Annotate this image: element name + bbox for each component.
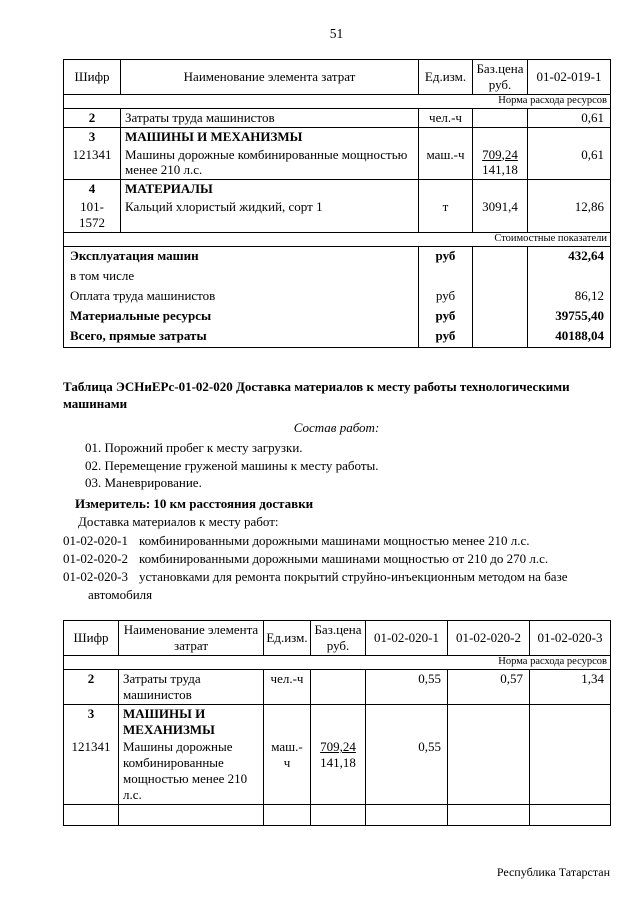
row-unit: т [419, 198, 473, 232]
row-code: 2 [64, 669, 119, 704]
cost-unit: руб [419, 246, 473, 267]
row-price [473, 146, 528, 180]
cell-empty [448, 704, 530, 738]
cost-name: Всего, прямые затраты [64, 327, 419, 348]
row-value: 0,61 [528, 146, 611, 180]
row-code: 121341 [64, 738, 119, 804]
code: 01-02-020-1 [63, 533, 128, 549]
delivery-intro: Доставка материалов к месту работ: [78, 514, 279, 530]
table-row-machine [64, 738, 611, 804]
cost-section-label: Стоимостные показатели [64, 232, 611, 246]
row-code: 121341 [64, 146, 121, 180]
table1-header-price: Баз.цена руб. [473, 60, 528, 95]
row-value: 0,61 [528, 108, 611, 127]
row-value-1: 0,55 [366, 738, 448, 804]
cost-value [528, 267, 611, 287]
table-row-labor [64, 669, 611, 704]
cost-value: 40188,04 [528, 327, 611, 348]
cell-empty [473, 127, 528, 145]
cell-empty [530, 804, 611, 825]
cell-empty [528, 127, 611, 145]
table2-header-row [64, 621, 611, 656]
table2-title: Таблица ЭСНиЕРс-01-02-020 Доставка материалов к месту работы технологическими машинами [63, 378, 570, 412]
norma-section-label: Норма расхода ресурсов [64, 655, 611, 669]
table-01-02-020 [63, 620, 611, 826]
table2-header-shifr: Шифр [64, 621, 119, 656]
table-row-empty [64, 804, 611, 825]
row-name: Затраты труда машинистов [119, 669, 264, 704]
row-value-3: 1,34 [530, 669, 611, 704]
table2-norma-row [64, 655, 611, 669]
cell-empty [419, 127, 473, 145]
code-line [63, 532, 610, 550]
price-upper: 709,24 [482, 146, 518, 162]
cell-empty [473, 327, 528, 348]
row-price: 3091,4 [473, 198, 528, 232]
cost-value: 432,64 [528, 246, 611, 267]
table1-header-code: 01-02-019-1 [528, 60, 611, 95]
group-name: МАШИНЫ И МЕХАНИЗМЫ [119, 704, 264, 738]
cell-empty [473, 287, 528, 307]
cost-unit [419, 267, 473, 287]
page-number: 51 [329, 26, 344, 41]
work-item: 01. Порожний пробег к месту загрузки. [85, 440, 303, 456]
cell-empty [473, 307, 528, 327]
cell-empty [419, 180, 473, 198]
cell-empty [311, 804, 366, 825]
group-code: 3 [64, 127, 121, 145]
row-name: Машины дорожные комбинированные мощностью менее 210 л.с. [119, 738, 264, 804]
row-value-3 [530, 738, 611, 804]
cost-row [64, 287, 611, 307]
cell-empty [311, 704, 366, 738]
code-line [63, 550, 610, 568]
code-line [63, 568, 610, 604]
table1-norma-row [64, 94, 611, 108]
cost-row [64, 246, 611, 267]
row-value: 12,86 [528, 198, 611, 232]
table1-header-unit: Ед.изм. [419, 60, 473, 95]
cost-unit: руб [419, 287, 473, 307]
code: 01-02-020-3 [63, 569, 128, 585]
work-item: 02. Перемещение груженой машины к месту работы. [85, 457, 379, 473]
table2-header-code-3: 01-02-020-3 [530, 621, 611, 656]
group-code: 4 [64, 180, 121, 198]
cell-empty [473, 180, 528, 198]
cell-empty [366, 704, 448, 738]
row-code: 101-1572 [64, 198, 121, 232]
table-01-02-019 [63, 59, 611, 348]
cost-name: Эксплуатация машин [64, 246, 419, 267]
cell-empty [64, 804, 119, 825]
row-unit: чел.-ч [419, 108, 473, 127]
table2-header-code-2: 01-02-020-2 [448, 621, 530, 656]
cost-value: 86,12 [528, 287, 611, 307]
table2-header-code-1: 01-02-020-1 [366, 621, 448, 656]
table2-wrapper [63, 620, 610, 826]
table-row-group-materials [64, 180, 611, 198]
table-row-machine [64, 146, 611, 180]
price-upper: 709,24 [320, 739, 356, 755]
cost-row-total [64, 327, 611, 348]
row-unit: маш.-ч [264, 738, 311, 804]
cost-unit: руб [419, 307, 473, 327]
row-value-2: 0,57 [448, 669, 530, 704]
row-name: Затраты труда машинистов [121, 108, 419, 127]
row-price-empty [473, 108, 528, 127]
footer-region-label: Республика Татарстан [496, 865, 610, 879]
row-name: Машины дорожные комбинированные мощностью менее 210 л.с. [121, 146, 419, 180]
table-row-material [64, 198, 611, 232]
cost-value: 39755,40 [528, 307, 611, 327]
cost-name: Материальные ресурсы [64, 307, 419, 327]
cell-empty [366, 804, 448, 825]
cell-empty [264, 804, 311, 825]
row-price-empty [311, 669, 366, 704]
table2-header-name: Наименование элемента затрат [119, 621, 264, 656]
cost-row [64, 307, 611, 327]
cost-row [64, 267, 611, 287]
table1-header-shifr: Шифр [64, 60, 121, 95]
row-name: Кальций хлористый жидкий, сорт 1 [121, 198, 419, 232]
table1-header-row [64, 60, 611, 95]
cell-empty [530, 704, 611, 738]
code: 01-02-020-2 [63, 551, 128, 567]
table-row-group-machines [64, 704, 611, 738]
group-code: 3 [64, 704, 119, 738]
group-name: МАШИНЫ И МЕХАНИЗМЫ [121, 127, 419, 145]
group-name: МАТЕРИАЛЫ [121, 180, 419, 198]
works-heading: Состав работ: [293, 420, 380, 436]
cost-name: Оплата труда машинистов [64, 287, 419, 307]
row-code: 2 [64, 108, 121, 127]
code-desc: комбинированными дорожными машинами мощностью от 210 до 270 л.с. [139, 551, 549, 567]
cell-empty [528, 180, 611, 198]
price-lower: 141,18 [320, 755, 356, 771]
row-unit: чел.-ч [264, 669, 311, 704]
cell-empty [448, 804, 530, 825]
row-value-2 [448, 738, 530, 804]
cell-empty [473, 246, 528, 267]
row-value-1: 0,55 [366, 669, 448, 704]
norma-section-label: Норма расхода ресурсов [64, 94, 611, 108]
code-desc: комбинированными дорожными машинами мощностью менее 210 л.с. [139, 533, 530, 549]
table-row-group-machines [64, 127, 611, 145]
cell-empty [473, 267, 528, 287]
row-price [311, 738, 366, 804]
cell-empty [264, 704, 311, 738]
table2-header-price: Баз.цена руб. [311, 621, 366, 656]
work-item: 03. Маневрирование. [85, 474, 202, 490]
table1-header-name: Наименование элемента затрат [121, 60, 419, 95]
cost-unit: руб [419, 327, 473, 348]
table1-cost-label-row [64, 232, 611, 246]
row-unit: маш.-ч [419, 146, 473, 180]
code-desc: установками для ремонта покрытий струйно-инъекционным методом на базе автомобиля [88, 569, 568, 603]
price-lower: 141,18 [482, 162, 518, 178]
cell-empty [119, 804, 264, 825]
izmeritel-line: Измеритель: 10 км расстояния доставки [75, 496, 314, 512]
cost-name: в том числе [64, 267, 419, 287]
table2-header-unit: Ед.изм. [264, 621, 311, 656]
table-row-labor [64, 108, 611, 127]
